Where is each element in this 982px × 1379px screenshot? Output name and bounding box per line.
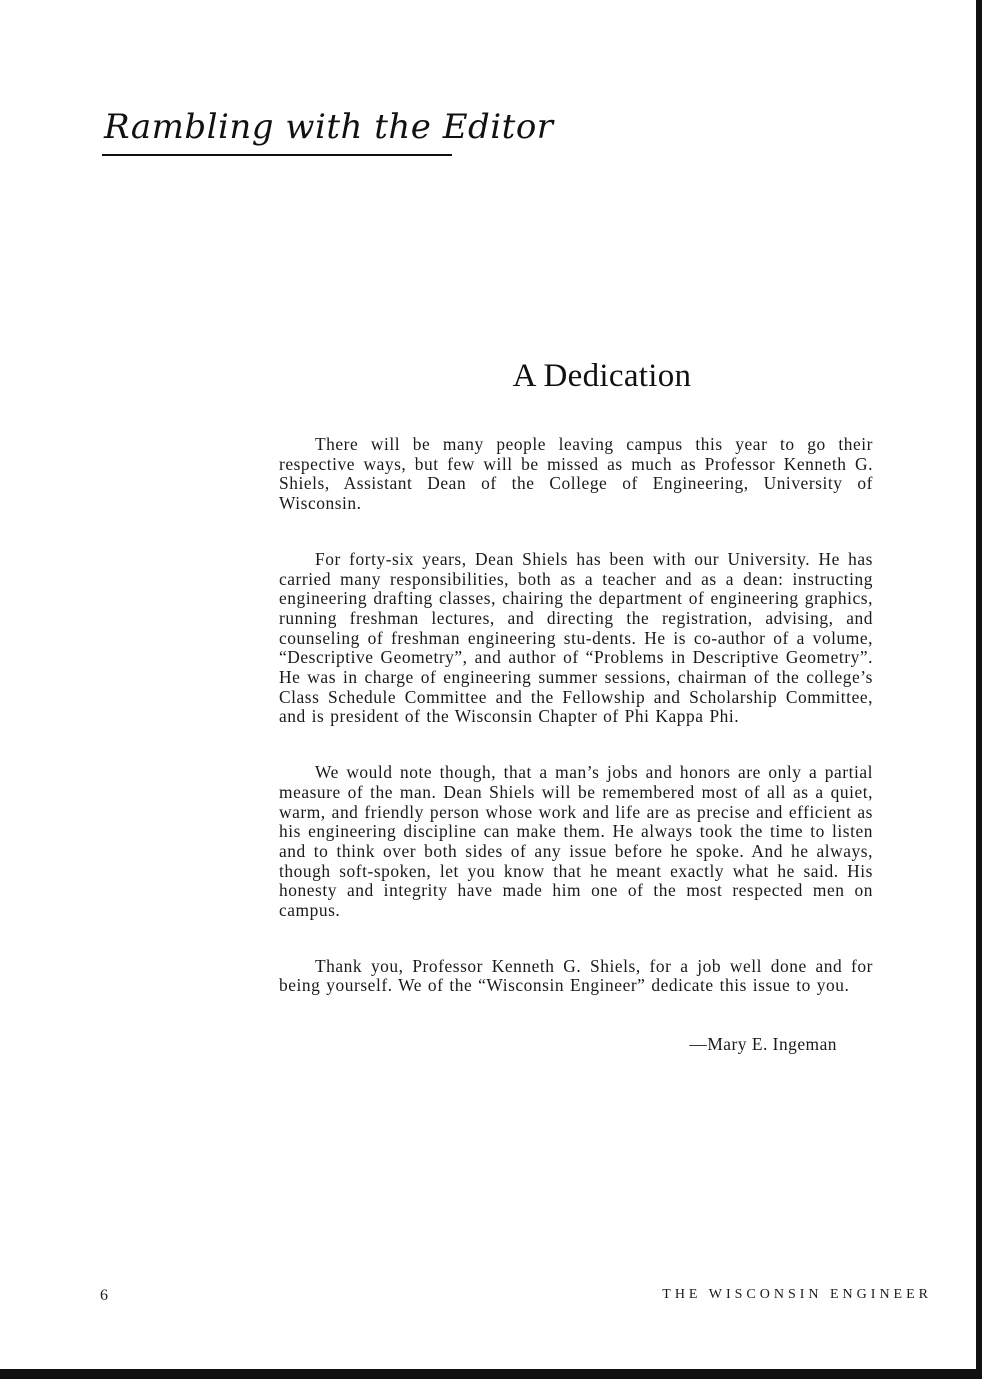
article-paragraph: There will be many people leaving campus this year to go their respective ways, but few will be missed as much as Professor Kenneth G. Shiels, Assistant Dean of the College of Engineering, University of Wisconsin.	[279, 434, 873, 514]
column-title: Rambling with the Editor	[104, 107, 554, 147]
article-paragraph: Thank you, Professor Kenneth G. Shiels, for a job well done and for being yourself. We of the “Wisconsin Engineer” dedicate this issue to you.	[279, 955, 873, 996]
article-paragraph: For forty-six years, Dean Shiels has been with our University. He has carried many responsibilities, both as a teacher and as a dean: instructing engineering drafting classes, chairing the department of engineering graphics, running freshman lectures, and directing the registration, advising, and counseling of freshman engineering stu-dents. He is co-author of a volume, “Descriptive Geometry”, and author of “Problems in Descriptive Geometry”. He was in charge of engineering summer sessions, chairman of the college’s Class Schedule Committee and the Fellowship and Scholarship Committee, and is president of the Wisconsin Chapter of Phi Kappa Phi.	[279, 548, 873, 727]
article-title: A Dedication	[512, 358, 692, 394]
column-header	[102, 104, 554, 156]
publication-name: THE WISCONSIN ENGINEER	[662, 1287, 932, 1302]
page-right-edge	[976, 0, 982, 1379]
author-signature: —Mary E. Ingeman	[689, 1034, 837, 1055]
header-rule	[102, 154, 452, 156]
page-bottom-edge	[0, 1369, 982, 1379]
page-number: 6	[100, 1287, 108, 1304]
article	[279, 358, 873, 1055]
article-paragraph: We would note though, that a man’s jobs and honors are only a partial measure of the man. Dean Shiels will be remembered most of all as a quiet, warm, and friendly person whose work and life are as precise and efficient as his engineering discipline can make them. He always took the time to listen and to think over both sides of any issue before he spoke. And he always, though soft-spoken, let you know that he meant exactly what he said. His honesty and integrity have made him one of the most respected men on campus.	[279, 762, 873, 921]
